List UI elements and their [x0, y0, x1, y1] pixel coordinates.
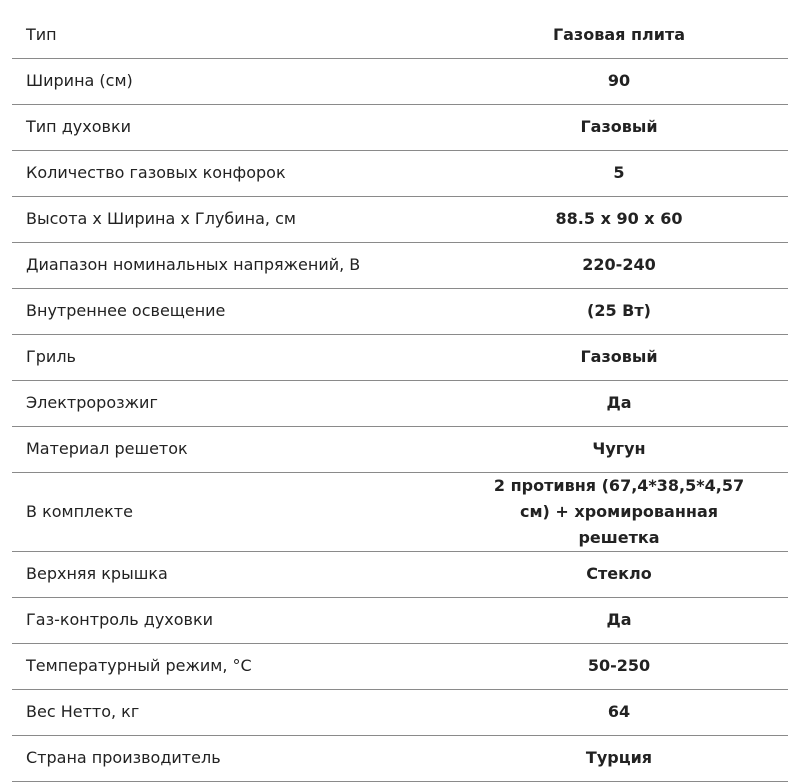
specs-table	[12, 12, 788, 782]
spec-value: Чугун	[486, 426, 788, 472]
spec-label: Газ-контроль духовки	[12, 597, 486, 643]
spec-row-lighting	[12, 288, 788, 334]
spec-row-gas-control	[12, 597, 788, 643]
spec-row-package	[12, 472, 788, 551]
spec-row-ignition	[12, 380, 788, 426]
spec-value: 64	[486, 689, 788, 735]
spec-value: Да	[486, 380, 788, 426]
spec-label: Количество газовых конфорок	[12, 150, 486, 196]
spec-value: 88.5 x 90 x 60	[486, 196, 788, 242]
spec-row-type	[12, 12, 788, 58]
spec-value: 5	[486, 150, 788, 196]
spec-label: Гриль	[12, 334, 486, 380]
spec-label: Материал решеток	[12, 426, 486, 472]
spec-row-dimensions	[12, 196, 788, 242]
spec-row-grill	[12, 334, 788, 380]
spec-row-temperature	[12, 643, 788, 689]
spec-label: Температурный режим, °C	[12, 643, 486, 689]
spec-label: Тип духовки	[12, 104, 486, 150]
spec-value: Да	[486, 597, 788, 643]
spec-label: Высота x Ширина x Глубина, см	[12, 196, 486, 242]
spec-value: 90	[486, 58, 788, 104]
spec-label: Тип	[12, 12, 486, 58]
spec-value: Газовый	[486, 334, 788, 380]
spec-label: Ширина (см)	[12, 58, 486, 104]
spec-row-weight	[12, 689, 788, 735]
spec-label: В комплекте	[12, 472, 486, 551]
spec-value: Стекло	[486, 551, 788, 597]
spec-row-oven-type	[12, 104, 788, 150]
spec-row-voltage	[12, 242, 788, 288]
spec-row-width	[12, 58, 788, 104]
spec-value: Газовый	[486, 104, 788, 150]
spec-label: Верхняя крышка	[12, 551, 486, 597]
spec-row-grate-material	[12, 426, 788, 472]
spec-label: Вес Нетто, кг	[12, 689, 486, 735]
spec-value: (25 Вт)	[486, 288, 788, 334]
spec-value: 50-250	[486, 643, 788, 689]
spec-value: 220-240	[486, 242, 788, 288]
spec-value: 2 противня (67,4*38,5*4,57 см) + хромированная решетка	[486, 472, 788, 551]
spec-label: Внутреннее освещение	[12, 288, 486, 334]
spec-label: Страна производитель	[12, 735, 486, 781]
spec-value: Турция	[486, 735, 788, 781]
spec-row-burners	[12, 150, 788, 196]
spec-label: Диапазон номинальных напряжений, В	[12, 242, 486, 288]
spec-value: Газовая плита	[486, 12, 788, 58]
spec-row-lid	[12, 551, 788, 597]
spec-label: Электророзжиг	[12, 380, 486, 426]
spec-row-country	[12, 735, 788, 781]
